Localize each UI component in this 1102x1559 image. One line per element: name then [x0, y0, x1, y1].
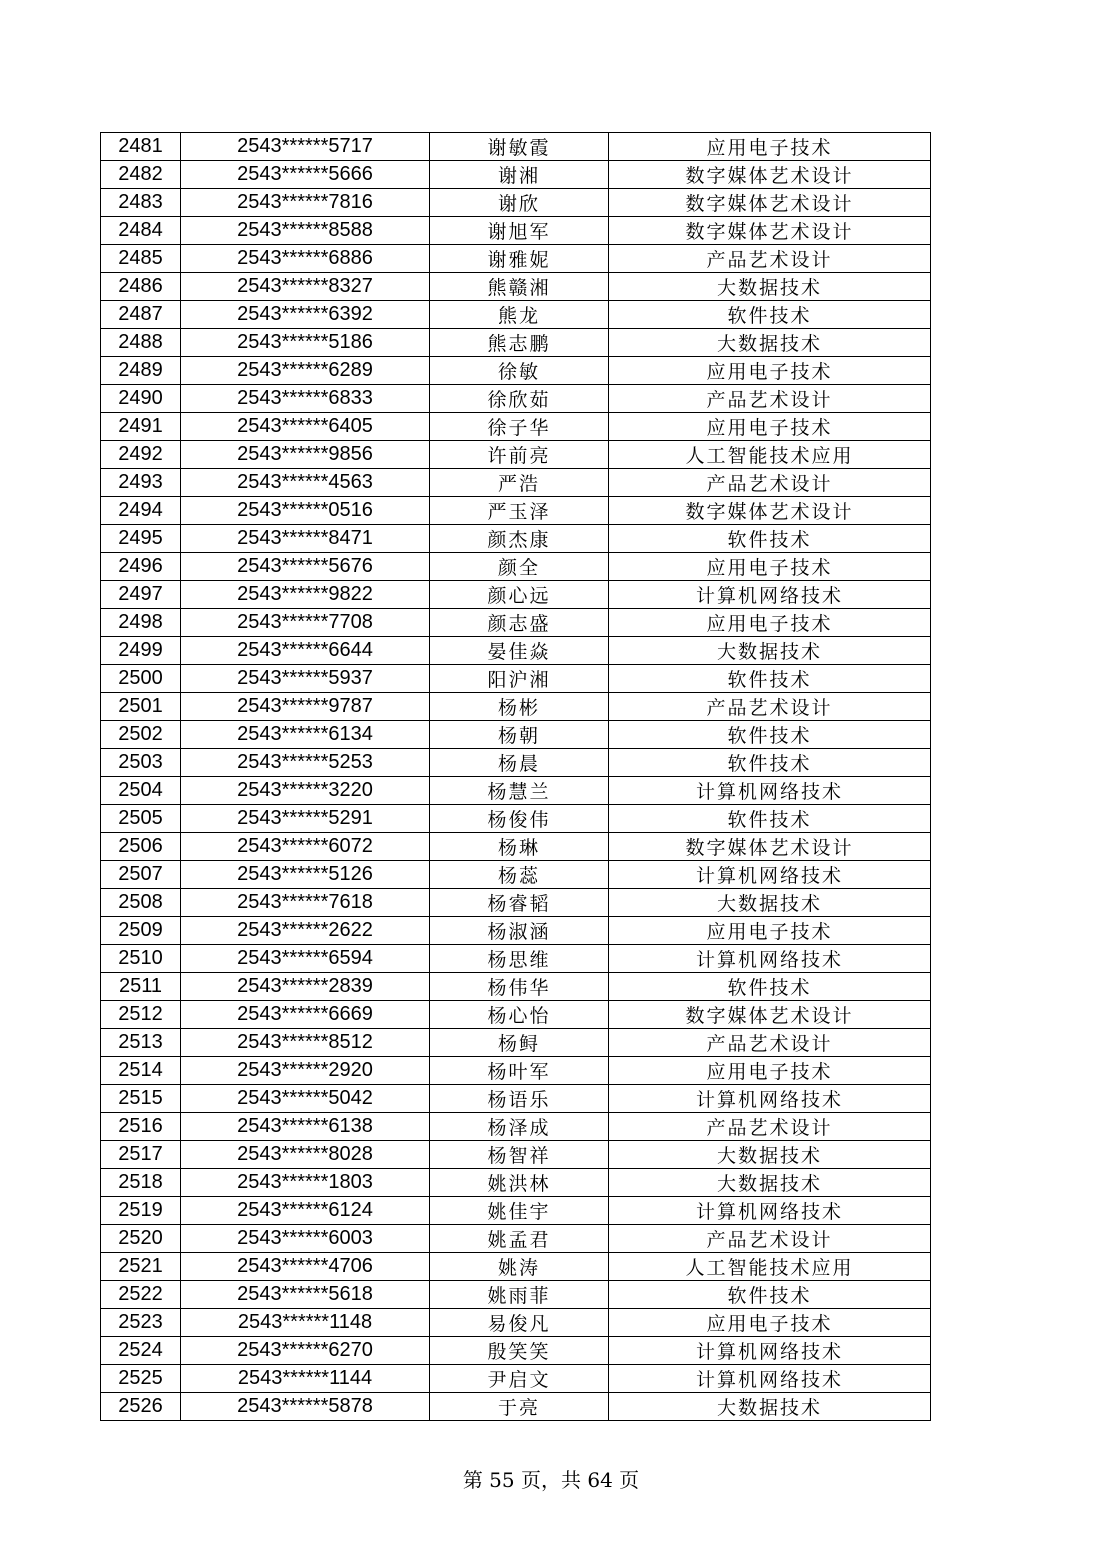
student-name-cell: 谢欣 — [430, 189, 609, 217]
student-name-cell: 杨叶军 — [430, 1057, 609, 1085]
student-id-cell: 2543******2622 — [181, 917, 430, 945]
major-cell: 应用电子技术 — [609, 1309, 931, 1337]
table-row — [101, 749, 931, 777]
student-id-cell: 2543******1803 — [181, 1169, 430, 1197]
student-id-cell: 2543******8512 — [181, 1029, 430, 1057]
student-id-cell: 2543******6072 — [181, 833, 430, 861]
row-number-cell: 2490 — [101, 385, 181, 413]
major-cell: 计算机网络技术 — [609, 945, 931, 973]
student-id-cell: 2543******1144 — [181, 1365, 430, 1393]
student-id-cell: 2543******6003 — [181, 1225, 430, 1253]
student-name-cell: 杨晨 — [430, 749, 609, 777]
student-name-cell: 杨心怡 — [430, 1001, 609, 1029]
row-number-cell: 2525 — [101, 1365, 181, 1393]
table-row — [101, 441, 931, 469]
student-name-cell: 严玉泽 — [430, 497, 609, 525]
student-name-cell: 杨琳 — [430, 833, 609, 861]
row-number-cell: 2484 — [101, 217, 181, 245]
major-cell: 应用电子技术 — [609, 917, 931, 945]
student-name-cell: 颜志盛 — [430, 609, 609, 637]
row-number-cell: 2497 — [101, 581, 181, 609]
table-row — [101, 861, 931, 889]
major-cell: 大数据技术 — [609, 1169, 931, 1197]
row-number-cell: 2493 — [101, 469, 181, 497]
table-row — [101, 413, 931, 441]
student-name-cell: 杨伟华 — [430, 973, 609, 1001]
student-name-cell: 颜杰康 — [430, 525, 609, 553]
row-number-cell: 2508 — [101, 889, 181, 917]
row-number-cell: 2481 — [101, 133, 181, 161]
student-id-cell: 2543******2839 — [181, 973, 430, 1001]
student-id-cell: 2543******8471 — [181, 525, 430, 553]
major-cell: 产品艺术设计 — [609, 245, 931, 273]
table-row — [101, 665, 931, 693]
student-name-cell: 殷笑笑 — [430, 1337, 609, 1365]
student-name-cell: 姚雨菲 — [430, 1281, 609, 1309]
student-name-cell: 颜全 — [430, 553, 609, 581]
major-cell: 应用电子技术 — [609, 413, 931, 441]
student-name-cell: 徐子华 — [430, 413, 609, 441]
table-row — [101, 1253, 931, 1281]
major-cell: 计算机网络技术 — [609, 1085, 931, 1113]
row-number-cell: 2487 — [101, 301, 181, 329]
row-number-cell: 2501 — [101, 693, 181, 721]
student-name-cell: 杨慧兰 — [430, 777, 609, 805]
student-id-cell: 2543******6124 — [181, 1197, 430, 1225]
row-number-cell: 2483 — [101, 189, 181, 217]
major-cell: 产品艺术设计 — [609, 1225, 931, 1253]
student-name-cell: 杨睿韬 — [430, 889, 609, 917]
student-id-cell: 2543******5618 — [181, 1281, 430, 1309]
student-name-cell: 杨彬 — [430, 693, 609, 721]
row-number-cell: 2517 — [101, 1141, 181, 1169]
row-number-cell: 2513 — [101, 1029, 181, 1057]
table-row — [101, 1225, 931, 1253]
table-row — [101, 721, 931, 749]
table-row — [101, 273, 931, 301]
major-cell: 产品艺术设计 — [609, 469, 931, 497]
major-cell: 产品艺术设计 — [609, 385, 931, 413]
student-name-cell: 晏佳焱 — [430, 637, 609, 665]
major-cell: 产品艺术设计 — [609, 693, 931, 721]
student-name-cell: 杨朝 — [430, 721, 609, 749]
row-number-cell: 2515 — [101, 1085, 181, 1113]
student-id-cell: 2543******2920 — [181, 1057, 430, 1085]
table-row — [101, 357, 931, 385]
row-number-cell: 2485 — [101, 245, 181, 273]
table-row — [101, 525, 931, 553]
student-name-cell: 杨智祥 — [430, 1141, 609, 1169]
major-cell: 应用电子技术 — [609, 357, 931, 385]
student-name-cell: 熊龙 — [430, 301, 609, 329]
student-name-cell: 阳沪湘 — [430, 665, 609, 693]
table-row — [101, 217, 931, 245]
major-cell: 软件技术 — [609, 805, 931, 833]
student-id-cell: 2543******4706 — [181, 1253, 430, 1281]
row-number-cell: 2503 — [101, 749, 181, 777]
table-row — [101, 805, 931, 833]
table-row — [101, 889, 931, 917]
table-row — [101, 553, 931, 581]
table-row — [101, 161, 931, 189]
table-row — [101, 693, 931, 721]
major-cell: 数字媒体艺术设计 — [609, 497, 931, 525]
student-id-cell: 2543******6138 — [181, 1113, 430, 1141]
table-row — [101, 1113, 931, 1141]
major-cell: 计算机网络技术 — [609, 1337, 931, 1365]
student-id-cell: 2543******6886 — [181, 245, 430, 273]
student-name-cell: 姚佳宇 — [430, 1197, 609, 1225]
row-number-cell: 2482 — [101, 161, 181, 189]
row-number-cell: 2526 — [101, 1393, 181, 1421]
major-cell: 软件技术 — [609, 1281, 931, 1309]
major-cell: 计算机网络技术 — [609, 777, 931, 805]
student-id-cell: 2543******7816 — [181, 189, 430, 217]
student-id-cell: 2543******6405 — [181, 413, 430, 441]
table-row — [101, 329, 931, 357]
row-number-cell: 2516 — [101, 1113, 181, 1141]
student-name-cell: 杨淑涵 — [430, 917, 609, 945]
student-id-cell: 2543******9787 — [181, 693, 430, 721]
table-row — [101, 609, 931, 637]
student-id-cell: 2543******5186 — [181, 329, 430, 357]
major-cell: 计算机网络技术 — [609, 581, 931, 609]
row-number-cell: 2492 — [101, 441, 181, 469]
row-number-cell: 2523 — [101, 1309, 181, 1337]
student-id-cell: 2543******5253 — [181, 749, 430, 777]
table-row — [101, 497, 931, 525]
table-row — [101, 945, 931, 973]
major-cell: 数字媒体艺术设计 — [609, 161, 931, 189]
student-name-cell: 熊赣湘 — [430, 273, 609, 301]
major-cell: 软件技术 — [609, 665, 931, 693]
table-row — [101, 1197, 931, 1225]
student-name-cell: 杨蕊 — [430, 861, 609, 889]
major-cell: 大数据技术 — [609, 1141, 931, 1169]
major-cell: 数字媒体艺术设计 — [609, 1001, 931, 1029]
table-row — [101, 1057, 931, 1085]
student-name-cell: 杨思维 — [430, 945, 609, 973]
row-number-cell: 2512 — [101, 1001, 181, 1029]
student-name-cell: 尹启文 — [430, 1365, 609, 1393]
major-cell: 软件技术 — [609, 525, 931, 553]
row-number-cell: 2520 — [101, 1225, 181, 1253]
major-cell: 软件技术 — [609, 301, 931, 329]
row-number-cell: 2510 — [101, 945, 181, 973]
student-name-cell: 杨语乐 — [430, 1085, 609, 1113]
student-name-cell: 姚孟君 — [430, 1225, 609, 1253]
row-number-cell: 2489 — [101, 357, 181, 385]
student-id-cell: 2543******5937 — [181, 665, 430, 693]
table-row — [101, 917, 931, 945]
student-id-cell: 2543******0516 — [181, 497, 430, 525]
student-name-cell: 杨鲟 — [430, 1029, 609, 1057]
student-name-cell: 许前亮 — [430, 441, 609, 469]
student-id-cell: 2543******8588 — [181, 217, 430, 245]
major-cell: 应用电子技术 — [609, 553, 931, 581]
major-cell: 计算机网络技术 — [609, 861, 931, 889]
student-name-cell: 徐欣茹 — [430, 385, 609, 413]
roster-table-body — [101, 133, 931, 1421]
table-row — [101, 637, 931, 665]
row-number-cell: 2511 — [101, 973, 181, 1001]
student-id-cell: 2543******5878 — [181, 1393, 430, 1421]
row-number-cell: 2507 — [101, 861, 181, 889]
table-row — [101, 833, 931, 861]
student-name-cell: 谢旭军 — [430, 217, 609, 245]
student-id-cell: 2543******6594 — [181, 945, 430, 973]
student-id-cell: 2543******6134 — [181, 721, 430, 749]
row-number-cell: 2495 — [101, 525, 181, 553]
major-cell: 大数据技术 — [609, 273, 931, 301]
student-name-cell: 严浩 — [430, 469, 609, 497]
table-row — [101, 1337, 931, 1365]
table-row — [101, 1141, 931, 1169]
student-id-cell: 2543******5717 — [181, 133, 430, 161]
roster-table — [100, 132, 931, 1421]
table-row — [101, 1393, 931, 1421]
major-cell: 大数据技术 — [609, 1393, 931, 1421]
major-cell: 应用电子技术 — [609, 609, 931, 637]
row-number-cell: 2519 — [101, 1197, 181, 1225]
table-row — [101, 581, 931, 609]
student-id-cell: 2543******5042 — [181, 1085, 430, 1113]
major-cell: 软件技术 — [609, 721, 931, 749]
major-cell: 软件技术 — [609, 749, 931, 777]
table-row — [101, 1281, 931, 1309]
table-row — [101, 1029, 931, 1057]
student-id-cell: 2543******9822 — [181, 581, 430, 609]
major-cell: 人工智能技术应用 — [609, 441, 931, 469]
student-id-cell: 2543******5676 — [181, 553, 430, 581]
student-id-cell: 2543******6289 — [181, 357, 430, 385]
major-cell: 大数据技术 — [609, 889, 931, 917]
row-number-cell: 2521 — [101, 1253, 181, 1281]
major-cell: 应用电子技术 — [609, 1057, 931, 1085]
row-number-cell: 2499 — [101, 637, 181, 665]
row-number-cell: 2494 — [101, 497, 181, 525]
student-name-cell: 熊志鹏 — [430, 329, 609, 357]
table-row — [101, 133, 931, 161]
row-number-cell: 2488 — [101, 329, 181, 357]
table-row — [101, 1365, 931, 1393]
major-cell: 产品艺术设计 — [609, 1113, 931, 1141]
row-number-cell: 2518 — [101, 1169, 181, 1197]
row-number-cell: 2491 — [101, 413, 181, 441]
table-row — [101, 245, 931, 273]
row-number-cell: 2498 — [101, 609, 181, 637]
student-id-cell: 2543******6833 — [181, 385, 430, 413]
row-number-cell: 2514 — [101, 1057, 181, 1085]
table-row — [101, 189, 931, 217]
row-number-cell: 2486 — [101, 273, 181, 301]
page-number-footer: 第 55 页，共 64 页 — [462, 1468, 640, 1492]
student-name-cell: 徐敏 — [430, 357, 609, 385]
table-row — [101, 1001, 931, 1029]
table-row — [101, 1309, 931, 1337]
student-name-cell: 易俊凡 — [430, 1309, 609, 1337]
student-id-cell: 2543******4563 — [181, 469, 430, 497]
major-cell: 计算机网络技术 — [609, 1197, 931, 1225]
student-id-cell: 2543******5666 — [181, 161, 430, 189]
table-row — [101, 777, 931, 805]
student-name-cell: 姚洪林 — [430, 1169, 609, 1197]
major-cell: 大数据技术 — [609, 637, 931, 665]
student-name-cell: 谢雅妮 — [430, 245, 609, 273]
student-id-cell: 2543******5126 — [181, 861, 430, 889]
row-number-cell: 2504 — [101, 777, 181, 805]
major-cell: 大数据技术 — [609, 329, 931, 357]
student-name-cell: 颜心远 — [430, 581, 609, 609]
major-cell: 软件技术 — [609, 973, 931, 1001]
student-name-cell: 杨泽成 — [430, 1113, 609, 1141]
student-id-cell: 2543******6644 — [181, 637, 430, 665]
row-number-cell: 2505 — [101, 805, 181, 833]
table-row — [101, 469, 931, 497]
table-row — [101, 385, 931, 413]
student-name-cell: 姚涛 — [430, 1253, 609, 1281]
row-number-cell: 2500 — [101, 665, 181, 693]
row-number-cell: 2506 — [101, 833, 181, 861]
student-name-cell: 谢敏霞 — [430, 133, 609, 161]
student-id-cell: 2543******8327 — [181, 273, 430, 301]
major-cell: 应用电子技术 — [609, 133, 931, 161]
student-id-cell: 2543******6392 — [181, 301, 430, 329]
student-name-cell: 杨俊伟 — [430, 805, 609, 833]
major-cell: 数字媒体艺术设计 — [609, 189, 931, 217]
table-row — [101, 973, 931, 1001]
major-cell: 数字媒体艺术设计 — [609, 217, 931, 245]
row-number-cell: 2502 — [101, 721, 181, 749]
student-id-cell: 2543******8028 — [181, 1141, 430, 1169]
table-row — [101, 1169, 931, 1197]
student-name-cell: 于亮 — [430, 1393, 609, 1421]
major-cell: 数字媒体艺术设计 — [609, 833, 931, 861]
row-number-cell: 2524 — [101, 1337, 181, 1365]
major-cell: 人工智能技术应用 — [609, 1253, 931, 1281]
major-cell: 产品艺术设计 — [609, 1029, 931, 1057]
major-cell: 计算机网络技术 — [609, 1365, 931, 1393]
table-row — [101, 1085, 931, 1113]
student-id-cell: 2543******9856 — [181, 441, 430, 469]
student-id-cell: 2543******7618 — [181, 889, 430, 917]
student-id-cell: 2543******6669 — [181, 1001, 430, 1029]
student-id-cell: 2543******3220 — [181, 777, 430, 805]
row-number-cell: 2522 — [101, 1281, 181, 1309]
student-id-cell: 2543******5291 — [181, 805, 430, 833]
table-row — [101, 301, 931, 329]
row-number-cell: 2496 — [101, 553, 181, 581]
student-id-cell: 2543******7708 — [181, 609, 430, 637]
student-name-cell: 谢湘 — [430, 161, 609, 189]
student-id-cell: 2543******6270 — [181, 1337, 430, 1365]
row-number-cell: 2509 — [101, 917, 181, 945]
student-id-cell: 2543******1148 — [181, 1309, 430, 1337]
